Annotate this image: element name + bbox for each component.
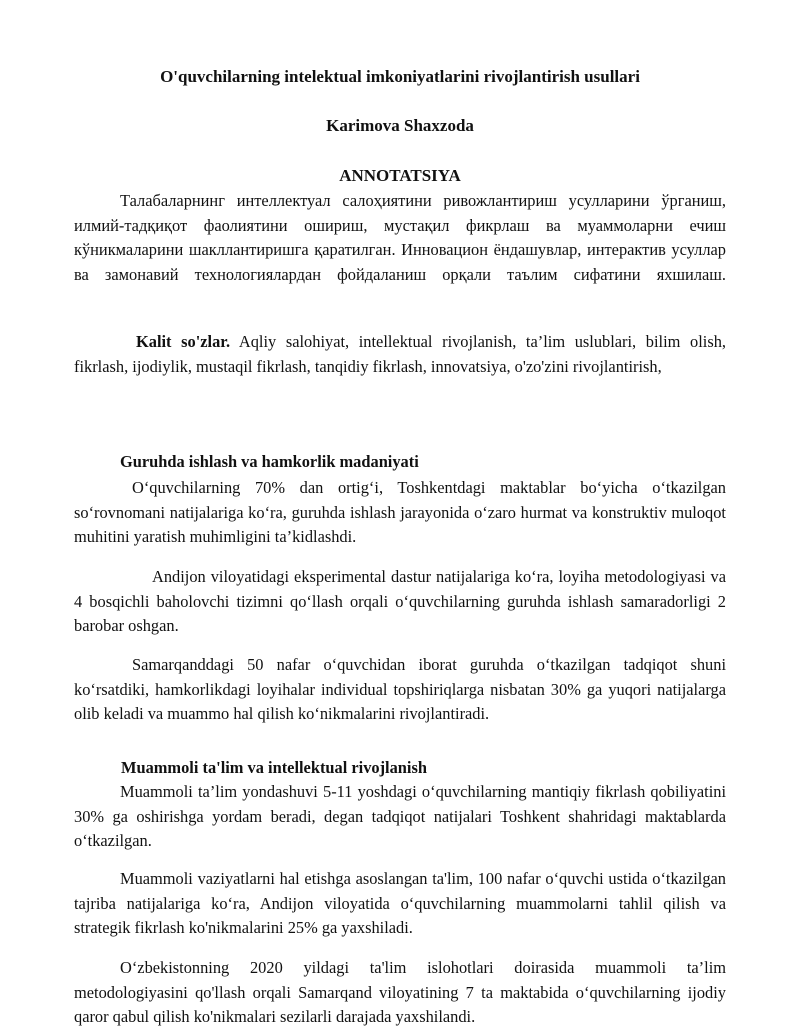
section2-paragraph-2: Muammoli vaziyatlarni hal etishga asoslangan ta'lim, 100 nafar o‘quvchi ustida o‘tkazilgan tajriba natijalariga ko‘ra, Andijon viloyatida o‘quvchilarning muammolarni tahlil qilish va strategik fikrlash ko'nikmalarini 25% ga yaxshiladi.: [74, 869, 726, 937]
author-name: Karimova Shaxzoda: [326, 116, 474, 135]
section-heading-group-work: Guruhda ishlash va hamkorlik madaniyati: [120, 452, 419, 471]
keywords-text: Aqliy salohiyat, intellektual rivojlanish, ta’lim uslublari, bilim olish, fikrlash, ijodiylik, mustaqil fikrlash, tanqidiy fikrlash, innovatsiya, o'zo'zini rivojlantirish,: [74, 332, 726, 376]
section1-paragraph-2: Andijon viloyatidagi eksperimental dastur natijalariga ko‘ra, loyiha metodologiyasi va 4 bosqichli baholovchi tizimni qo‘llash orqali o‘quvchilarning guruhda ishlash samaradorligi 2 barobar oshgan.: [74, 567, 726, 635]
keywords-label: Kalit so'zlar.: [136, 332, 231, 351]
section1-paragraph-1: O‘quvchilarning 70% dan ortig‘i, Toshkentdagi maktablar bo‘yicha o‘tkazilgan so‘rovnomani natijalariga ko‘ra, guruhda ishlash jarayonida o‘zaro hurmat va konstruktiv muloqot muhitini yaratish muhimligini ta’kidlashdi.: [74, 478, 726, 546]
section1-paragraph-3: Samarqanddagi 50 nafar o‘quvchidan iborat guruhda o‘tkazilgan tadqiqot shuni ko‘rsatdiki, hamkorlikdagi loyihalar individual topshiriqlarga nisbatan 30% ga yuqori natijalarga olib keladi va muammo hal qilish ko‘nikmalarini rivojlantiradi.: [74, 655, 726, 723]
annotation-heading: ANNOTATSIYA: [339, 166, 461, 185]
annotation-paragraph: Талабаларнинг интеллектуал салоҳиятини ривожлантириш усулларини ўрганиш, илмий-тадқиқот фаолиятини ошириш, мустақил фикрлаш ва муаммоларни ечиш кўникмаларини шакллантиришга қаратилган. Инновацион ёндашувлар, интерактив усуллар ва замонавий технологиялардан фойдаланиш орқали таълим сифатини яхшилаш.: [74, 191, 726, 284]
section2-paragraph-1: Muammoli ta’lim yondashuvi 5-11 yoshdagi o‘quvchilarning mantiqiy fikrlash qobiliyatini 30% ga oshirishga yordam beradi, degan tadqiqot natijalari Toshkent shahridagi maktablarda o‘tkazilgan.: [74, 782, 726, 850]
document-title: O'quvchilarning intelektual imkoniyatlarini rivojlantirish usullari: [160, 67, 640, 86]
keywords-paragraph: [74, 330, 726, 379]
section-heading-problem-learning: Muammoli ta'lim va intellektual rivojlanish: [121, 758, 427, 777]
section2-paragraph-3: O‘zbekistonning 2020 yildagi ta'lim islohotlari doirasida muammoli ta’lim metodologiyasini qo'llash orqali Samarqand viloyatining 7 ta maktabida o‘quvchilarning ijodiy qaror qabul qilish ko'nikmalari sezilarli darajada yaxshilandi.: [74, 958, 726, 1026]
